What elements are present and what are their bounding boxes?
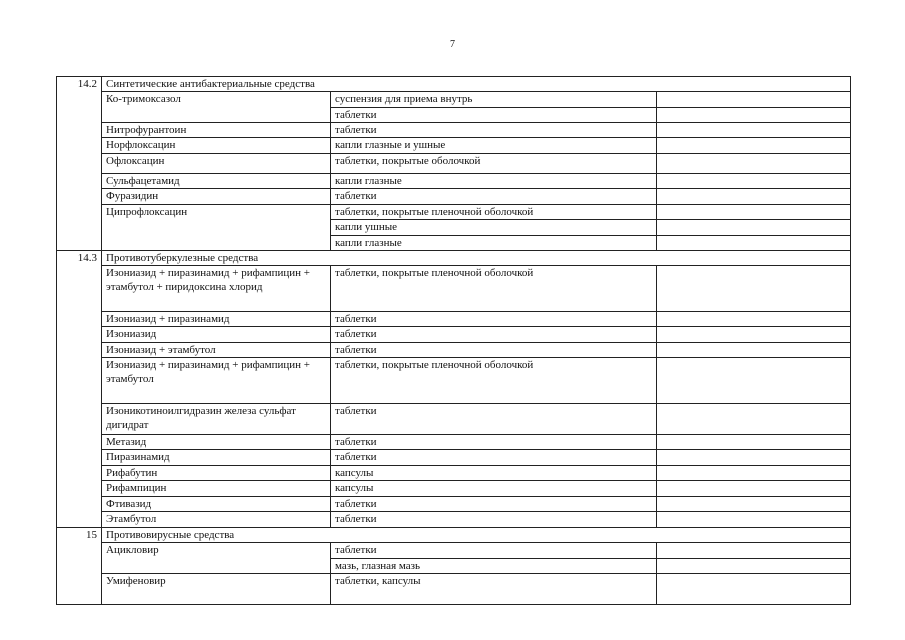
dosage-form: таблетки, капсулы — [331, 574, 657, 605]
dosage-form: капсулы — [331, 481, 657, 497]
dosage-form: таблетки — [331, 123, 657, 138]
drug-name: Умифеновир — [102, 574, 331, 605]
empty-cell — [657, 404, 851, 435]
drug-row — [57, 266, 851, 312]
dosage-form: капли глазные — [331, 236, 657, 251]
drug-name: Сульфацетамид — [102, 174, 331, 189]
drug-name: Рифабутин — [102, 466, 331, 481]
drug-row — [57, 92, 851, 108]
empty-cell — [657, 236, 851, 251]
empty-cell — [657, 466, 851, 481]
empty-cell — [657, 220, 851, 236]
empty-cell — [657, 497, 851, 512]
dosage-form: капсулы — [331, 466, 657, 481]
empty-cell — [657, 435, 851, 450]
dosage-form: таблетки, покрытые пленочной оболочкой — [331, 358, 657, 404]
empty-cell — [657, 312, 851, 327]
table-body — [57, 77, 851, 605]
drug-name: Офлоксацин — [102, 154, 331, 174]
empty-cell — [657, 543, 851, 559]
empty-cell — [657, 358, 851, 404]
section-title: Синтетические антибактериальные средства — [102, 77, 851, 92]
drug-name: Ко-тримоксазол — [102, 92, 331, 123]
drug-name: Фуразидин — [102, 189, 331, 205]
section-header-row — [57, 77, 851, 92]
empty-cell — [657, 559, 851, 574]
drug-row — [57, 123, 851, 138]
drug-row — [57, 343, 851, 358]
empty-cell — [657, 138, 851, 154]
dosage-form: таблетки — [331, 404, 657, 435]
dosage-form: таблетки — [331, 327, 657, 343]
empty-cell — [657, 512, 851, 528]
dosage-form: таблетки — [331, 543, 657, 559]
dosage-form: таблетки — [331, 343, 657, 358]
drug-name: Изониазид + пиразинамид — [102, 312, 331, 327]
drug-name: Изониазид + этамбутол — [102, 343, 331, 358]
drug-name: Ацикловир — [102, 543, 331, 574]
section-header-row — [57, 251, 851, 266]
drug-row — [57, 543, 851, 559]
drug-row — [57, 435, 851, 450]
empty-cell — [657, 174, 851, 189]
dosage-form: таблетки — [331, 450, 657, 466]
dosage-form: таблетки — [331, 312, 657, 327]
drug-row — [57, 512, 851, 528]
drug-row — [57, 174, 851, 189]
drug-row — [57, 312, 851, 327]
dosage-form: суспензия для приема внутрь — [331, 92, 657, 108]
dosage-form: таблетки — [331, 512, 657, 528]
empty-cell — [657, 123, 851, 138]
drug-name: Изониазид + пиразинамид + рифампицин + этамбутол + пиридоксина хлорид — [102, 266, 331, 312]
drug-name: Изониазид — [102, 327, 331, 343]
empty-cell — [657, 108, 851, 123]
drug-row — [57, 466, 851, 481]
section-code: 14.3 — [57, 251, 102, 528]
section-title: Противотуберкулезные средства — [102, 251, 851, 266]
empty-cell — [657, 574, 851, 605]
dosage-form: таблетки — [331, 435, 657, 450]
medication-list-table — [56, 76, 851, 605]
empty-cell — [657, 343, 851, 358]
drug-name: Фтивазид — [102, 497, 331, 512]
drug-row — [57, 497, 851, 512]
dosage-form: капли глазные и ушные — [331, 138, 657, 154]
section-header-row — [57, 528, 851, 543]
drug-name: Изоникотиноилгидразин железа сульфат дигидрат — [102, 404, 331, 435]
drug-row — [57, 205, 851, 220]
drug-row — [57, 189, 851, 205]
drug-name: Метазид — [102, 435, 331, 450]
dosage-form: таблетки — [331, 108, 657, 123]
empty-cell — [657, 327, 851, 343]
drug-name: Норфлоксацин — [102, 138, 331, 154]
drug-row — [57, 404, 851, 435]
empty-cell — [657, 189, 851, 205]
dosage-form: таблетки — [331, 189, 657, 205]
drug-row — [57, 450, 851, 466]
drug-row — [57, 138, 851, 154]
drug-name: Пиразинамид — [102, 450, 331, 466]
drug-row — [57, 358, 851, 404]
drug-name: Ципрофлоксацин — [102, 205, 331, 251]
drug-row — [57, 574, 851, 605]
dosage-form: таблетки — [331, 497, 657, 512]
drug-name: Этамбутол — [102, 512, 331, 528]
page-number: 7 — [450, 39, 455, 50]
empty-cell — [657, 154, 851, 174]
empty-cell — [657, 266, 851, 312]
empty-cell — [657, 481, 851, 497]
drug-name: Нитрофурантоин — [102, 123, 331, 138]
drug-name: Изониазид + пиразинамид + рифампицин + этамбутол — [102, 358, 331, 404]
drug-row — [57, 327, 851, 343]
dosage-form: таблетки, покрытые пленочной оболочкой — [331, 205, 657, 220]
dosage-form: капли ушные — [331, 220, 657, 236]
empty-cell — [657, 450, 851, 466]
drug-row — [57, 481, 851, 497]
drug-row — [57, 154, 851, 174]
dosage-form: таблетки, покрытые оболочкой — [331, 154, 657, 174]
section-code: 14.2 — [57, 77, 102, 251]
section-title: Противовирусные средства — [102, 528, 851, 543]
section-code: 15 — [57, 528, 102, 605]
dosage-form: капли глазные — [331, 174, 657, 189]
empty-cell — [657, 205, 851, 220]
dosage-form: мазь, глазная мазь — [331, 559, 657, 574]
empty-cell — [657, 92, 851, 108]
drug-name: Рифампицин — [102, 481, 331, 497]
dosage-form: таблетки, покрытые пленочной оболочкой — [331, 266, 657, 312]
